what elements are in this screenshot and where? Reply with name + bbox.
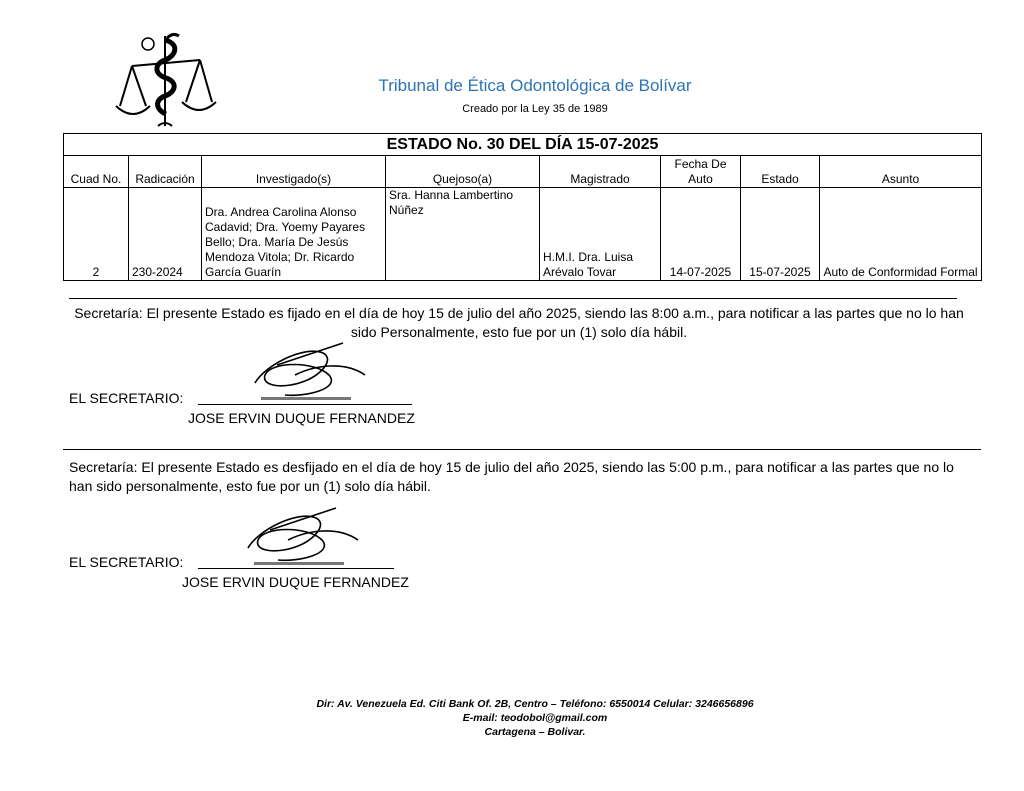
secretary-signature <box>218 500 378 570</box>
cell-cuad: 2 <box>64 188 129 281</box>
estado-table <box>63 133 982 281</box>
secretario-name: JOSE ERVIN DUQUE FERNANDEZ <box>188 410 415 426</box>
secretario-name: JOSE ERVIN DUQUE FERNANDEZ <box>182 574 409 590</box>
signature-line <box>198 404 412 405</box>
table-row <box>64 188 982 281</box>
footer-email: E-mail: teodobol@gmail.com <box>462 712 608 724</box>
column-header: Cuad No. <box>64 156 129 188</box>
cell-estado: 15-07-2025 <box>741 188 820 281</box>
cell-investigado: Dra. Andrea Carolina Alonso Cadavid; Dra. Yoemy Payares Bello; Dra. María De Jesús Mendoza Vitola; Dr. Ricardo García Guarín <box>202 188 386 281</box>
footer-city: Cartagena – Bolivar. <box>484 726 586 738</box>
column-header: Magistrado <box>540 156 661 188</box>
cell-quejoso: Sra. Hanna Lambertino Núñez <box>386 188 540 281</box>
cell-radicacion: 230-2024 <box>129 188 202 281</box>
footer-address: Dir: Av. Venezuela Ed. Citi Bank Of. 2B, Centro – Teléfono: 6550014 Celular: 3246656896 <box>316 698 754 710</box>
desfijacion-notice: Secretaría: El presente Estado es desfijado en el día de hoy 15 de julio del año 2025, siendo las 5:00 p.m., para notificar a las partes que no lo han sido personalmente, esto fue por un (1) solo día hábil. <box>69 459 954 494</box>
fijacion-notice: Secretaría: El presente Estado es fijado en el día de hoy 15 de julio del año 2025, siendo las 8:00 a.m., para notificar a las partes que no lo han sido Personalmente, esto fue por un (1) solo día hábil. <box>74 305 964 340</box>
column-header: Fecha De Auto <box>661 156 741 188</box>
table-title: ESTADO No. 30 DEL DÍA 15-07-2025 <box>64 134 982 156</box>
cell-fecha-auto: 14-07-2025 <box>661 188 741 281</box>
column-header: Investigado(s) <box>202 156 386 188</box>
secretario-label: EL SECRETARIO: <box>69 390 184 406</box>
divider <box>63 449 981 450</box>
signature-line <box>198 568 394 569</box>
column-header: Quejoso(a) <box>386 156 540 188</box>
column-header: Estado <box>741 156 820 188</box>
table-header-row <box>64 156 982 188</box>
cell-magistrado: H.M.I. Dra. Luisa Arévalo Tovar <box>540 188 661 281</box>
column-header: Asunto <box>820 156 982 188</box>
footer-contact <box>0 697 1024 739</box>
cell-asunto: Auto de Conformidad Formal <box>820 188 982 281</box>
secretary-signature <box>225 335 385 405</box>
secretario-label: EL SECRETARIO: <box>69 554 184 570</box>
column-header: Radicación <box>129 156 202 188</box>
tribunal-name: Tribunal de Ética Odontológica de Bolívar <box>378 76 692 95</box>
divider <box>69 298 957 299</box>
tribunal-subtitle: Creado por la Ley 35 de 1989 <box>462 103 608 115</box>
